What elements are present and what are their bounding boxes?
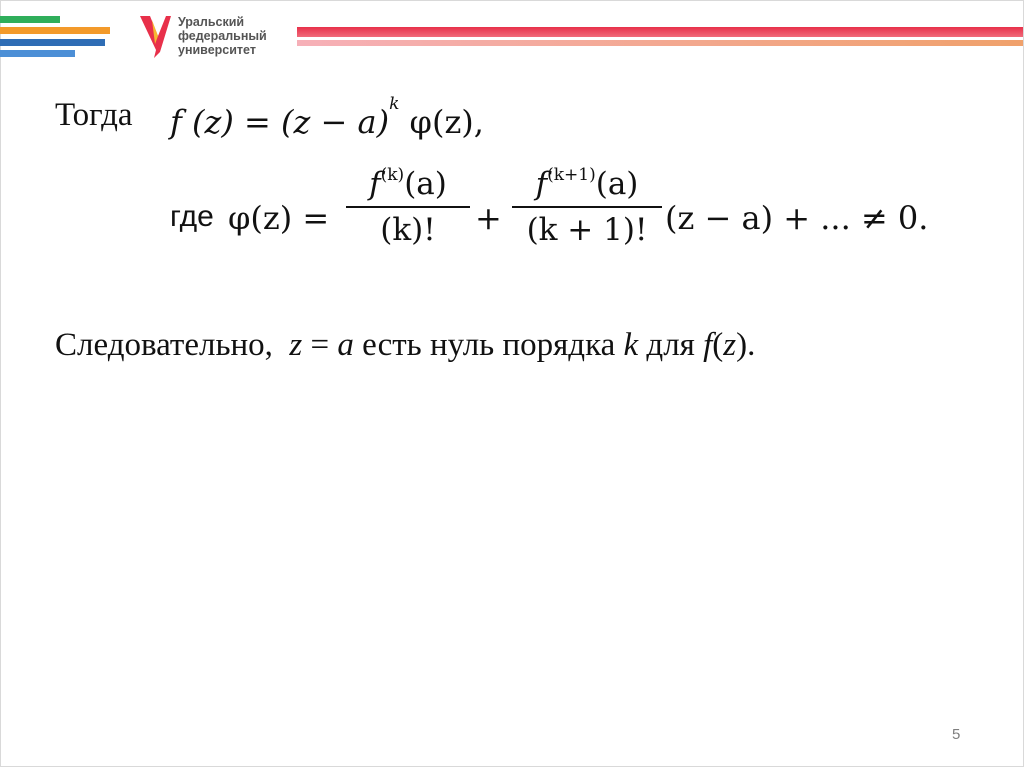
stripe-orange [0,27,110,34]
togda-label: Тогда [55,97,133,133]
frac1-order: (k) [380,165,405,185]
conclusion-z: z [289,327,303,363]
stripe-pink [297,40,1023,46]
conclusion-equals: = [310,327,330,363]
formula1-lhs: f (z) = (z − a) [170,103,390,141]
fraction-2 [512,166,662,248]
series-tail: (z − a) + ... ≠ 0. [665,199,929,237]
conclusion-word: Следовательно, [55,327,273,363]
frac2-arg: (a) [595,166,639,202]
phi-lhs: φ(z) = [228,199,330,237]
formula1-power: k [389,94,400,115]
page-number: 5 [952,726,961,743]
frac2-f: f [535,166,548,202]
conclusion-k: k [623,327,639,363]
university-logo-text [178,15,267,57]
gde-label: где [170,200,214,233]
conclusion-f: f [703,327,713,363]
stripe-lightblue [0,50,75,57]
logo-line-2: федеральный [178,29,267,43]
fraction-1 [346,166,470,248]
formula-f-of-z [170,94,484,141]
ural-university-logo-icon [138,14,172,60]
frac1-f: f [369,166,381,202]
frac1-denominator: (k)! [380,212,436,248]
conclusion-paren-open: ( [712,327,724,363]
stripe-red [297,27,1023,37]
conclusion-a: a [337,327,354,363]
plus-sign: + [475,199,502,237]
conclusion-dlya: для [646,327,695,363]
frac1-arg: (a) [404,166,447,202]
conclusion-paren-close: ). [736,327,756,363]
formula1-tail: φ(z), [409,103,484,141]
conclusion-z2: z [723,327,737,363]
stripe-blue [0,39,105,46]
conclusion-sentence [55,327,755,364]
logo-line-3: университет [178,43,256,57]
logo-line-1: Уральский [178,15,245,29]
stripe-green [0,16,60,23]
conclusion-middle: есть нуль порядка [362,327,616,363]
frac2-order: (k+1) [547,165,596,185]
frac2-denominator: (k + 1)! [526,212,648,248]
